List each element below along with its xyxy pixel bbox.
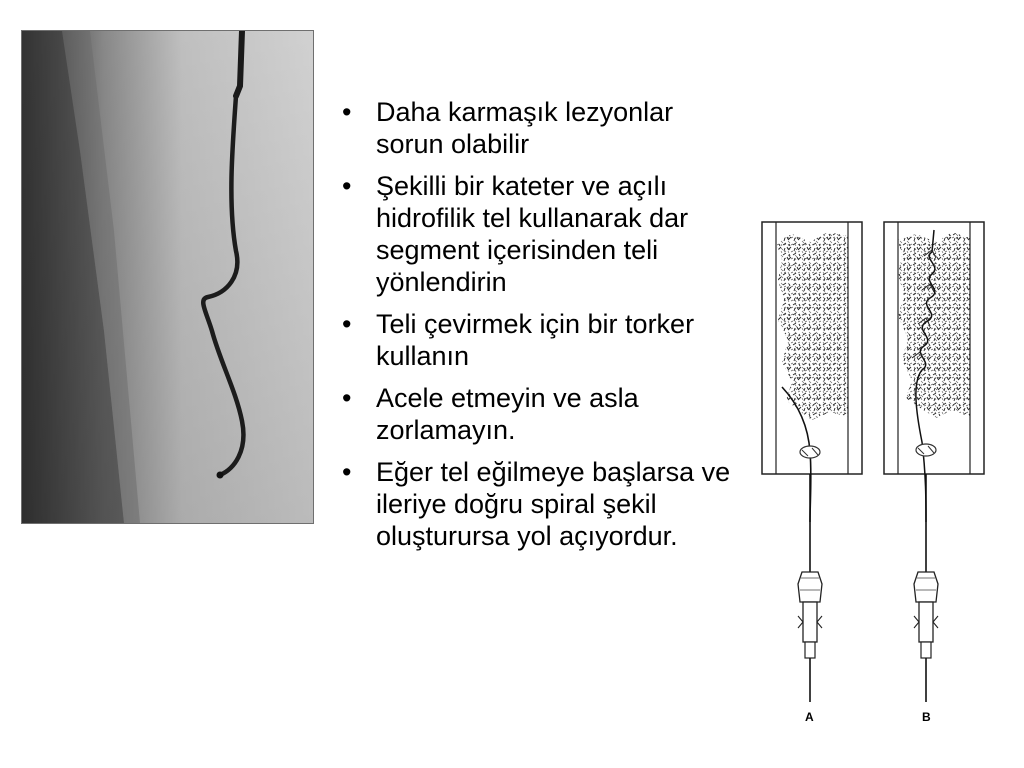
bullet-glyph: • [342,171,352,201]
bullet-text: Şekilli bir kateter ve açılı hidrofilik tel kullanarak dar segment içerisinden teli yönlendirin [376,171,689,297]
bullet-text: Teli çevirmek için bir torker kullanın [376,309,695,371]
fluoroscopy-image [21,30,314,524]
bullet-glyph: • [342,97,352,127]
bullet-list [334,96,734,562]
bullet-text: Daha karmaşık lezyonlar sorun olabilir [376,97,674,159]
bullet-item [334,456,734,552]
bullet-item [334,96,734,160]
panel-b-label: B [922,710,931,724]
bullet-item [334,382,734,446]
catheter-diagram [752,212,996,742]
bullet-item [334,308,734,372]
panel-a-label: A [805,710,814,724]
bullet-glyph: • [342,457,352,487]
bullet-text: Acele etmeyin ve asla zorlamayın. [376,383,639,445]
bullet-glyph: • [342,383,352,413]
bullet-glyph: • [342,309,352,339]
panel-b [884,222,984,702]
panel-a [762,222,862,702]
bullet-item [334,170,734,298]
bullet-text: Eğer tel eğilmeye başlarsa ve ileriye doğru spiral şekil oluşturursa yol açıyordur. [376,457,731,551]
